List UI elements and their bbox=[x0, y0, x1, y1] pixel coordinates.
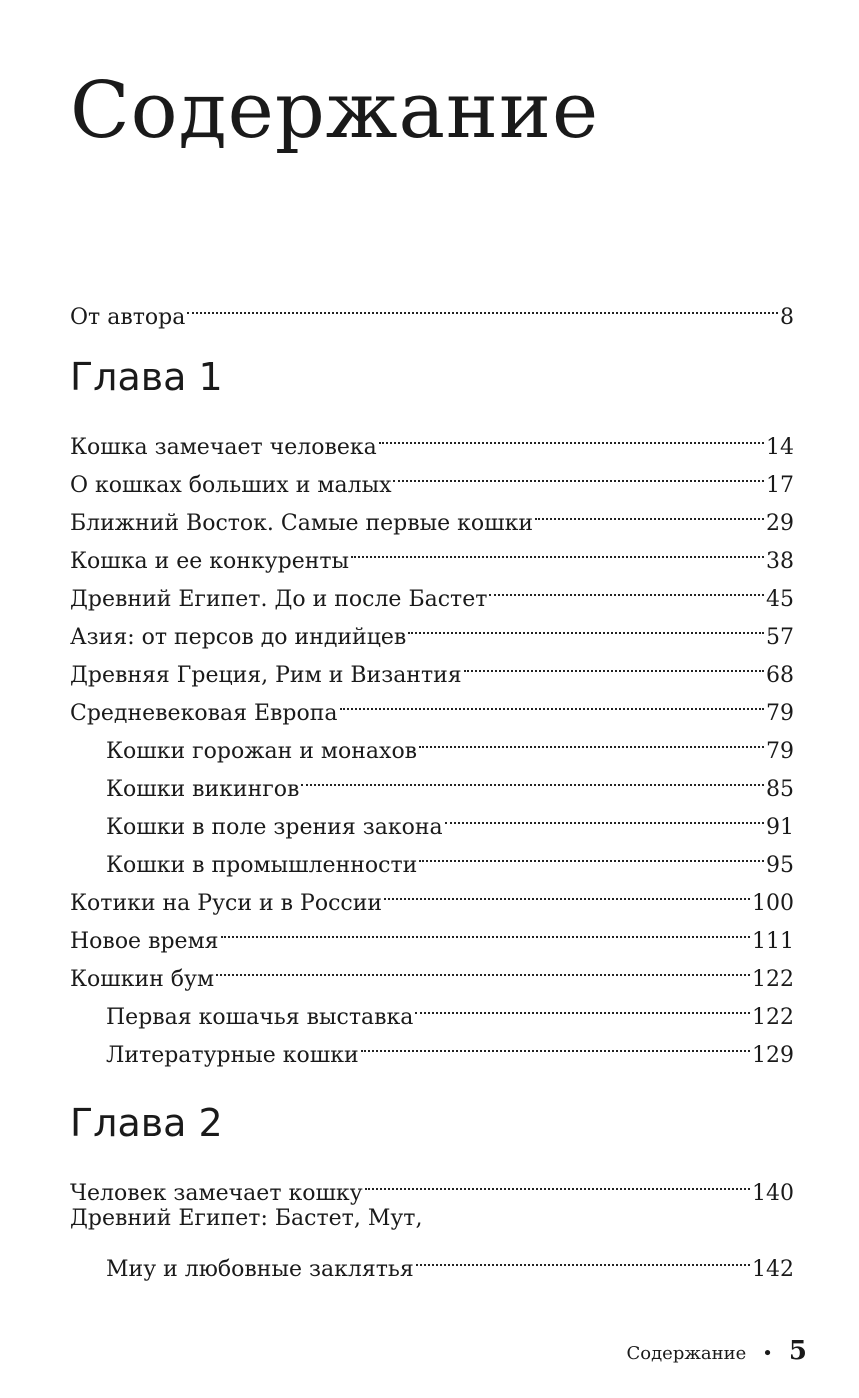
toc-entry-page: 129 bbox=[752, 1043, 794, 1068]
toc-entry-label: Древний Египет. До и после Бастет bbox=[70, 587, 488, 612]
dot-leader bbox=[187, 286, 778, 324]
toc-entry-label: Ближний Восток. Самые первые кошки bbox=[70, 511, 534, 536]
toc-entry-page: 17 bbox=[766, 473, 794, 498]
toc-entry-label: Кошка и ее конкуренты bbox=[70, 549, 350, 574]
dot-leader bbox=[415, 986, 750, 1024]
toc-entry-page: 122 bbox=[752, 1005, 794, 1030]
toc-entry-label: От автора bbox=[70, 305, 186, 330]
dot-leader bbox=[384, 872, 750, 910]
toc-entry-label: Кошкин бум bbox=[70, 967, 215, 992]
dot-leader bbox=[489, 568, 764, 606]
dot-leader bbox=[351, 530, 764, 568]
page-footer bbox=[626, 1336, 807, 1366]
toc-entry-page: 38 bbox=[766, 549, 794, 574]
page-title: Содержание bbox=[70, 66, 600, 156]
dot-leader bbox=[301, 758, 764, 796]
toc-entry-page: 95 bbox=[766, 853, 794, 878]
page-number: 5 bbox=[788, 1336, 807, 1366]
dot-leader bbox=[464, 644, 764, 682]
running-head: Содержание bbox=[626, 1343, 747, 1364]
chapter-1-heading: Глава 1 bbox=[70, 355, 223, 399]
toc-entry-page: 142 bbox=[752, 1257, 794, 1282]
toc-entry-label: Человек замечает кошку bbox=[70, 1181, 363, 1206]
toc-entry-label: Кошки викингов bbox=[106, 777, 300, 802]
toc-entry-label-line1: Древний Египет: Бастет, Мут, bbox=[70, 1206, 423, 1231]
toc-entry-label: Кошки горожан и монахов bbox=[106, 739, 418, 764]
dot-leader bbox=[408, 606, 764, 644]
dot-leader bbox=[535, 492, 764, 530]
bullet-separator: • bbox=[762, 1343, 773, 1364]
toc-entry-page: 57 bbox=[766, 625, 794, 650]
dot-leader bbox=[419, 834, 764, 872]
toc-entry-page: 111 bbox=[752, 929, 794, 954]
dot-leader bbox=[340, 682, 765, 720]
toc-entry-page: 91 bbox=[766, 815, 794, 840]
dot-leader bbox=[379, 416, 764, 454]
toc-entry-label: Средневековая Европа bbox=[70, 701, 338, 726]
toc-entry-page: 29 bbox=[766, 511, 794, 536]
toc-entry-label: Первая кошачья выставка bbox=[106, 1005, 414, 1030]
table-of-contents bbox=[70, 286, 794, 1282]
dot-leader bbox=[216, 948, 750, 986]
toc-entry-label: Котики на Руси и в России bbox=[70, 891, 383, 916]
toc-entry-page: 122 bbox=[752, 967, 794, 992]
toc-entry-page: 14 bbox=[766, 435, 794, 460]
toc-entry-multiline[interactable] bbox=[70, 1200, 794, 1282]
dot-leader bbox=[361, 1024, 750, 1062]
toc-entry-label: О кошках больших и малых bbox=[70, 473, 392, 498]
chapter-2-heading: Глава 2 bbox=[70, 1101, 223, 1145]
toc-entry[interactable] bbox=[70, 416, 794, 460]
toc-entry-label: Кошки в промышленности bbox=[106, 853, 418, 878]
toc-entry-label: Новое время bbox=[70, 929, 219, 954]
toc-entry-page: 79 bbox=[766, 701, 794, 726]
dot-leader bbox=[416, 1238, 750, 1276]
toc-entry-page: 68 bbox=[766, 663, 794, 688]
toc-entry-page: 100 bbox=[752, 891, 794, 916]
toc-entry-intro[interactable] bbox=[70, 286, 794, 330]
toc-entry-label-line2: Миу и любовные заклятья bbox=[106, 1257, 414, 1282]
toc-entry[interactable] bbox=[70, 1162, 794, 1206]
toc-entry-label: Кошки в поле зрения закона bbox=[106, 815, 443, 840]
dot-leader bbox=[365, 1162, 750, 1200]
toc-entry-label: Азия: от персов до индийцев bbox=[70, 625, 407, 650]
toc-entry-label: Кошка замечает человека bbox=[70, 435, 377, 460]
toc-entry-label: Литературные кошки bbox=[106, 1043, 359, 1068]
dot-leader bbox=[419, 720, 764, 758]
toc-entry-page: 45 bbox=[766, 587, 794, 612]
dot-leader bbox=[221, 910, 750, 948]
toc-entry-page: 140 bbox=[752, 1181, 794, 1206]
toc-entry-continuation bbox=[70, 1238, 794, 1282]
dot-leader bbox=[445, 796, 764, 834]
toc-entry-page: 79 bbox=[766, 739, 794, 764]
toc-entry-page: 85 bbox=[766, 777, 794, 802]
dot-leader bbox=[393, 454, 764, 492]
toc-entry-label: Древняя Греция, Рим и Византия bbox=[70, 663, 462, 688]
toc-entry-page: 8 bbox=[780, 305, 794, 330]
